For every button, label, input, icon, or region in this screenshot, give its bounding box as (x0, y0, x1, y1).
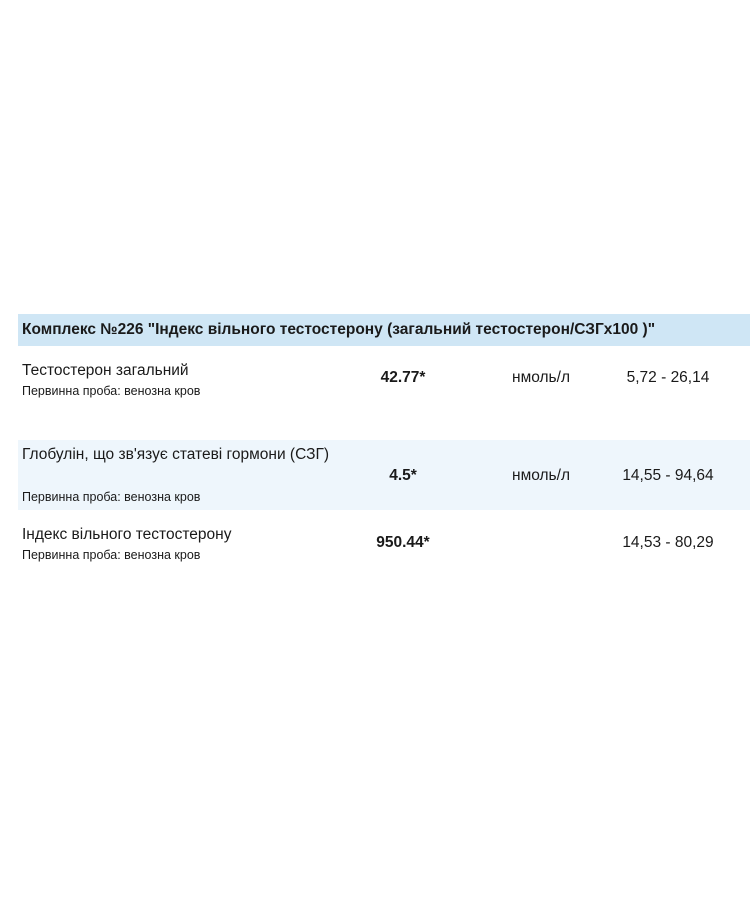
test-unit: нмоль/л (512, 467, 570, 484)
lab-report (18, 314, 750, 584)
complex-title: Комплекс №226 "Індекс вільного тестостерону (загальний тестостерон/СЗГх100 )" (18, 314, 750, 346)
reference-range: 14,55 - 94,64 (622, 467, 714, 484)
test-result: 4.5* (389, 467, 417, 484)
reference-range: 14,53 - 80,29 (622, 534, 714, 551)
test-row-total-testosterone (18, 360, 750, 426)
test-result: 950.44* (376, 534, 430, 551)
test-result: 42.77* (380, 369, 426, 386)
test-name: Тестостерон загальний (22, 362, 189, 379)
test-unit: нмоль/л (512, 369, 570, 386)
sample-type: Первинна проба: венозна кров (22, 384, 201, 398)
test-row-free-testosterone-index (18, 524, 750, 584)
reference-range: 5,72 - 26,14 (626, 369, 710, 386)
test-name: Глобулін, що зв'язує статеві гормони (СЗГ) (22, 446, 330, 463)
test-name: Індекс вільного тестостерону (22, 526, 232, 543)
test-row-shbg (18, 440, 750, 510)
sample-type: Первинна проба: венозна кров (22, 548, 201, 562)
sample-type: Первинна проба: венозна кров (22, 490, 201, 504)
